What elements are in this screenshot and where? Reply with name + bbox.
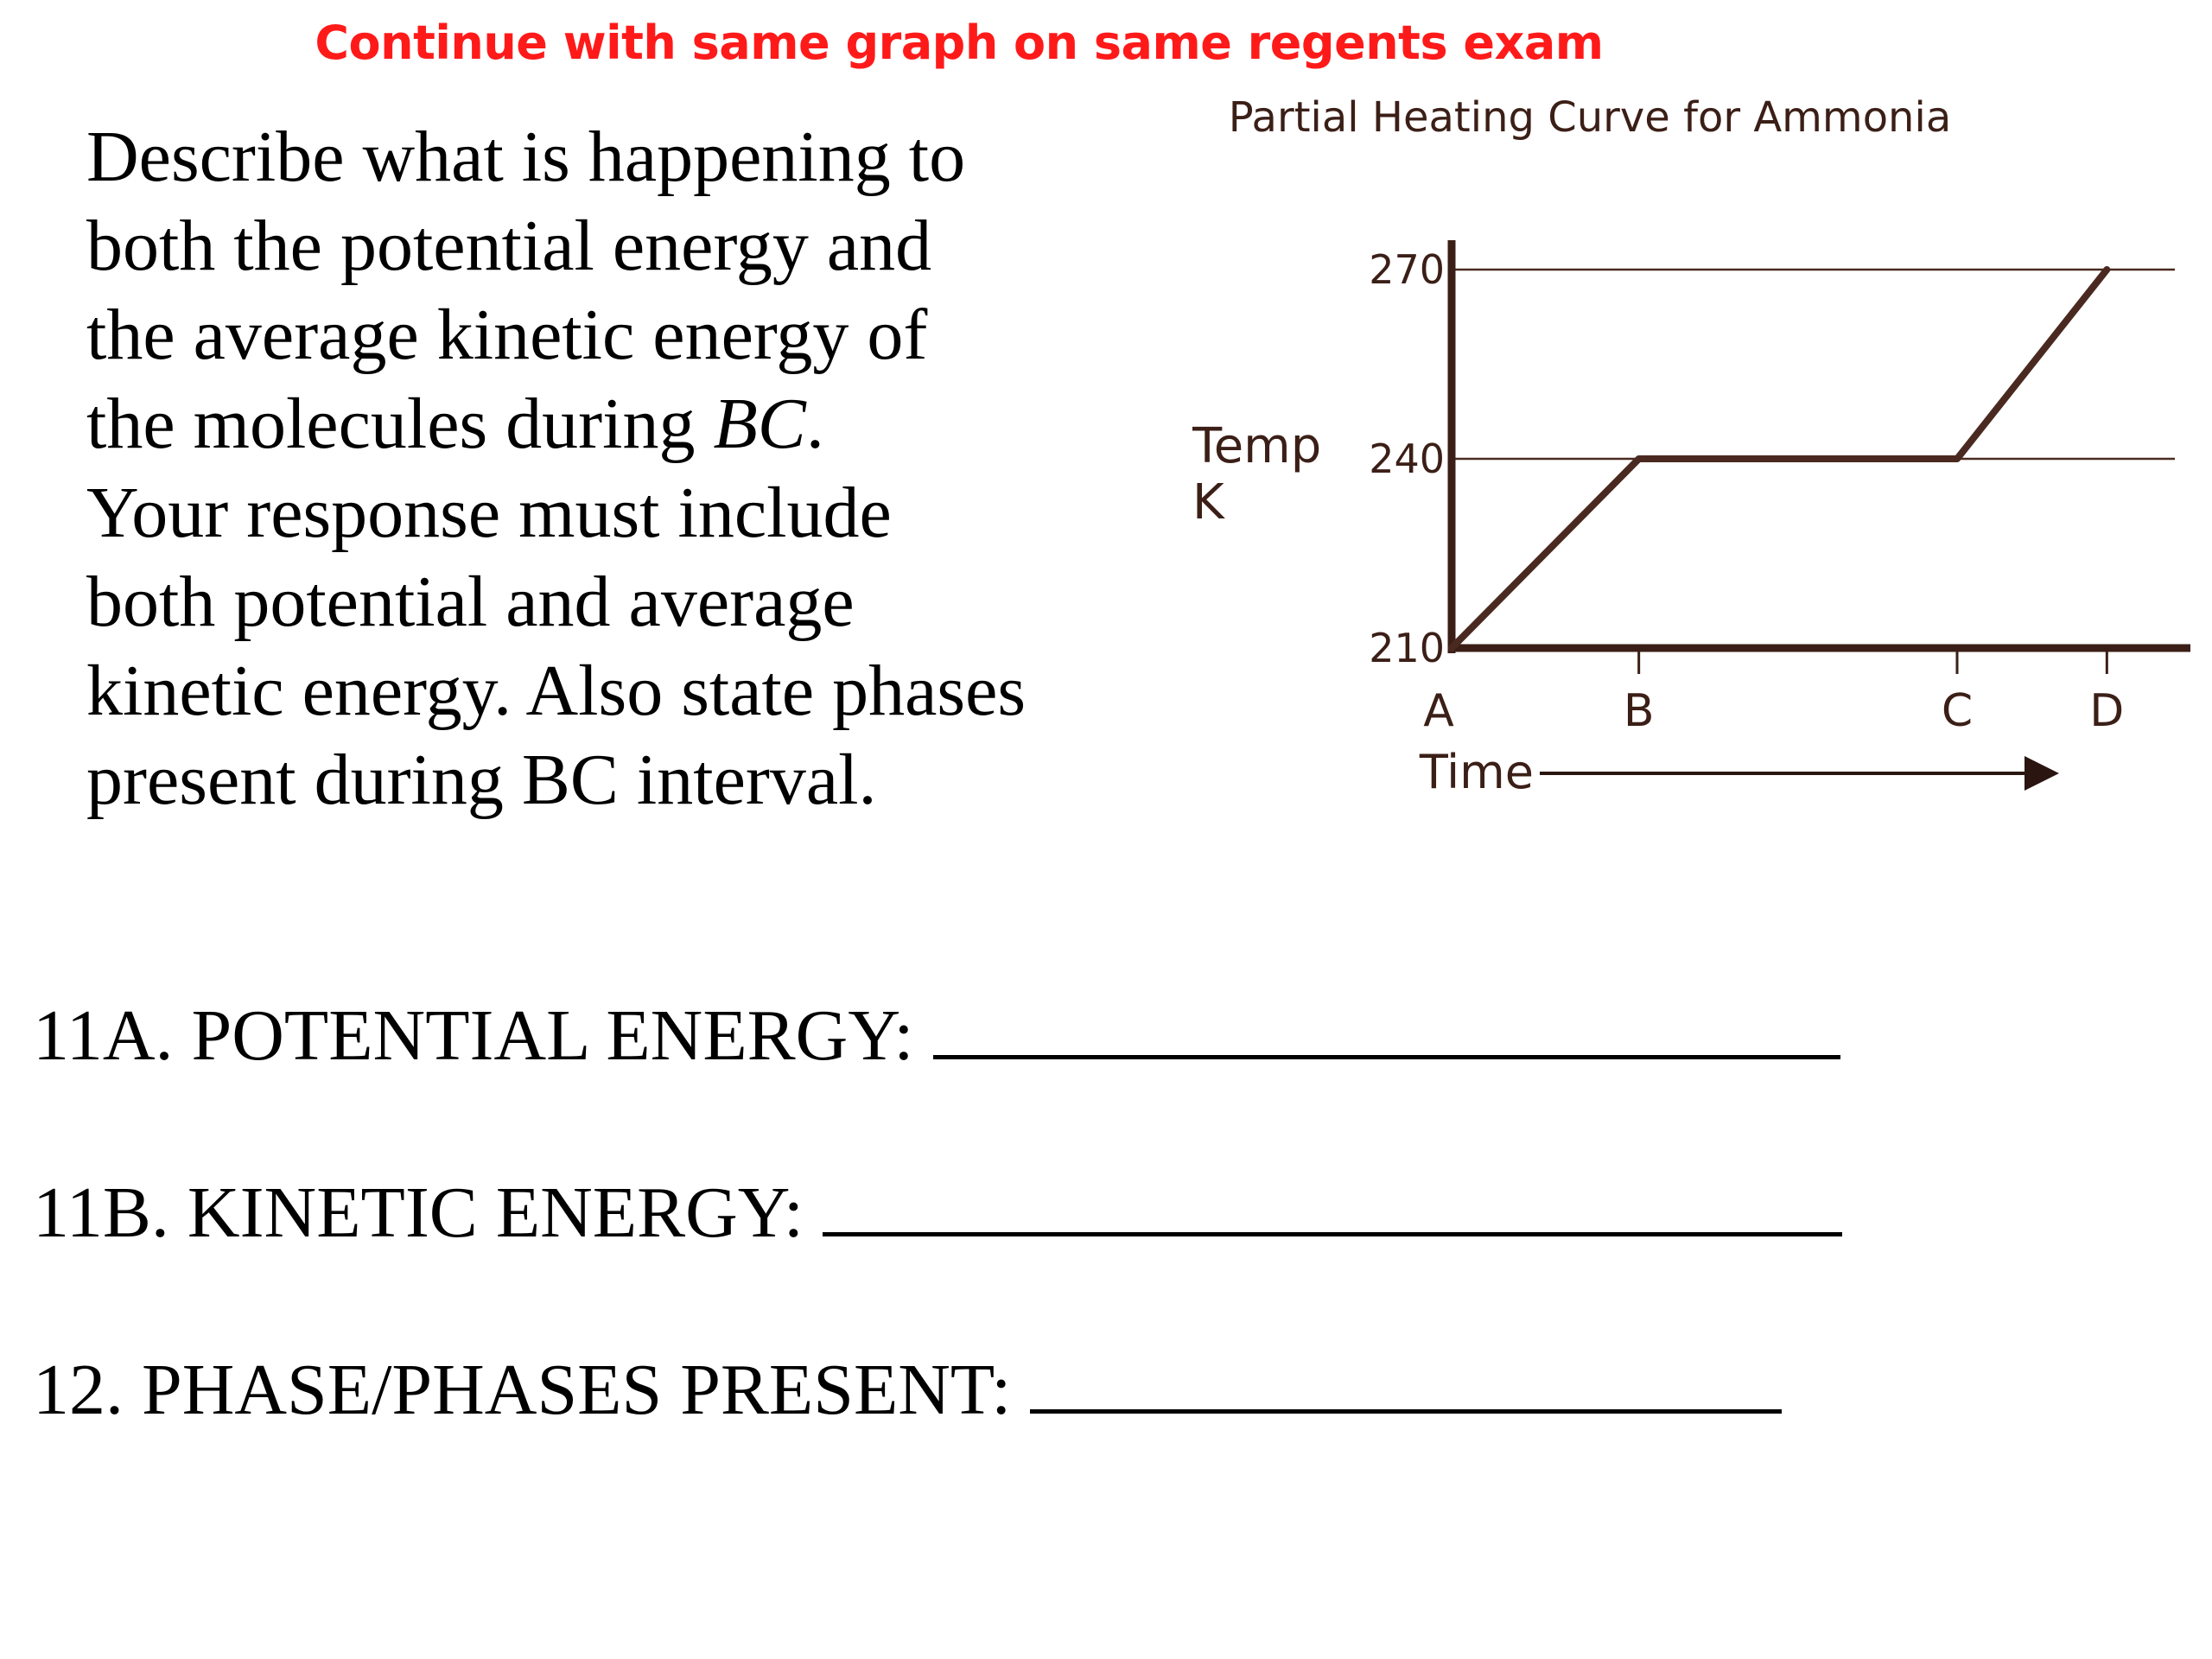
heating-curve-chart xyxy=(1192,86,2212,847)
prompt-line: both the potential energy and xyxy=(86,206,932,286)
answer-12-blank[interactable] xyxy=(1030,1356,1782,1414)
prompt-line: the average kinetic energy of xyxy=(86,295,928,375)
prompt-period: . xyxy=(805,384,824,464)
answer-11b-blank[interactable] xyxy=(823,1179,1842,1236)
curve-point-C xyxy=(1955,457,1959,461)
x-tick-label-D: D xyxy=(2089,685,2125,737)
prompt-line: both potential and average xyxy=(86,562,855,642)
x-tick-label-A: A xyxy=(1423,685,1454,737)
y-axis-label: Temp xyxy=(1192,418,1322,474)
prompt-line: Describe what is happening to xyxy=(86,117,966,197)
answer-11b-label: 11B. KINETIC ENERGY: xyxy=(33,1173,804,1253)
answer-11a xyxy=(33,994,1840,1077)
tick-layer xyxy=(1369,246,2124,737)
prompt-line: kinetic energy. Also state phases xyxy=(86,651,1027,731)
curve-point-A xyxy=(1450,646,1453,650)
chart-title: Partial Heating Curve for Ammonia xyxy=(1228,93,1952,142)
prompt-line: Your response must include xyxy=(86,473,892,553)
answer-12 xyxy=(33,1348,1782,1432)
y-tick-label-210: 210 xyxy=(1369,625,1445,671)
answer-11b xyxy=(33,1171,1842,1255)
prompt-line-text: the molecules during xyxy=(86,384,714,464)
y-axis-unit-label: K xyxy=(1192,474,1224,531)
prompt-line: present during BC interval. xyxy=(86,740,877,820)
prompt-line xyxy=(86,379,1158,468)
curve-point-D xyxy=(2105,268,2108,271)
x-tick-label-C: C xyxy=(1941,685,1974,737)
prompt-interval-italic: BC xyxy=(713,384,806,464)
y-tick-label-270: 270 xyxy=(1369,246,1445,293)
y-tick-label-240: 240 xyxy=(1369,435,1445,482)
answer-11a-blank[interactable] xyxy=(933,1001,1840,1059)
slide-header: Continue with same graph on same regents exam xyxy=(315,16,1604,70)
x-axis-label: Time xyxy=(1419,745,1534,799)
curve-point-B xyxy=(1637,457,1641,461)
question-prompt xyxy=(86,112,1158,824)
heating-curve-svg xyxy=(1192,86,2212,847)
x-tick-label-B: B xyxy=(1623,685,1655,737)
answer-11a-label: 11A. POTENTIAL ENERGY: xyxy=(33,995,914,1076)
grid-layer xyxy=(1452,270,2175,459)
answer-12-label: 12. PHASE/PHASES PRESENT: xyxy=(33,1350,1012,1430)
